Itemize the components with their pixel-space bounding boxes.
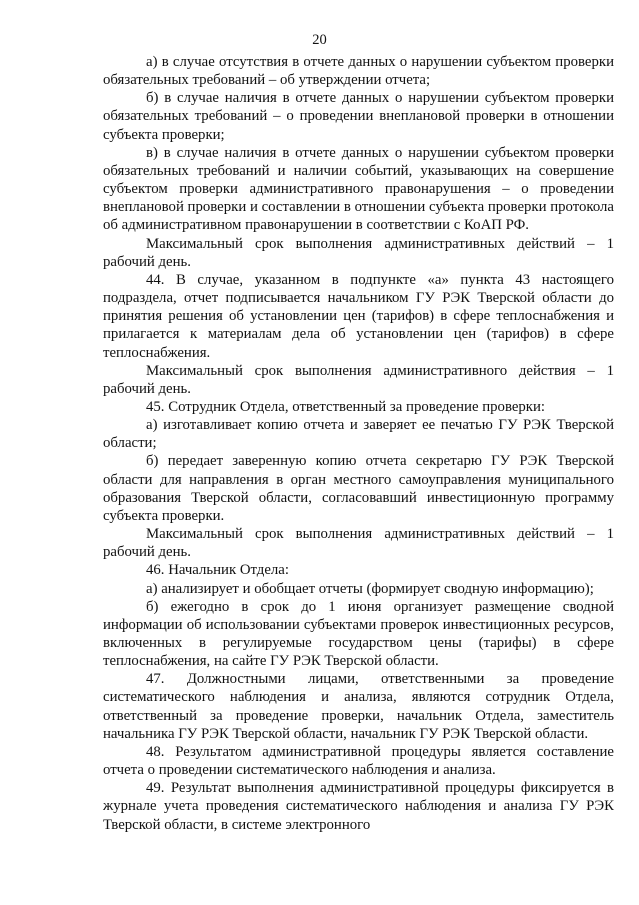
- paragraph-43b: б) в случае наличия в отчете данных о нарушении субъектом проверки обязательных требований – о проведении внеплановой проверки в отношении субъекта проверки;: [103, 90, 614, 143]
- paragraph-43v: в) в случае наличия в отчете данных о нарушении субъектом проверки обязательных требований и наличии событий, указывающих на совершение субъектом проверки административного правонарушения – о проведении внеплановой проверки и составлении в отношении субъекта проверки протокола об административном правонарушении в соответствии с КоАП РФ.: [103, 144, 615, 234]
- paragraph-46a: а) анализирует и обобщает отчеты (формирует сводную информацию);: [146, 580, 594, 597]
- paragraph-48: 48. Результатом административной процедуры является составление отчета о проведении систематического наблюдения и анализа.: [103, 743, 614, 779]
- paragraph-45: 45. Сотрудник Отдела, ответственный за проведение проверки:: [146, 398, 546, 415]
- paragraph-46b: б) ежегодно в срок до 1 июня организует размещение сводной информации об использовании субъектами проверок инвестиционных ресурсов, включенных в регулируемые государством цены (тарифы) в сфере теплоснабжения, на сайте ГУ РЭК Тверской области.: [103, 598, 614, 670]
- paragraph-45a: а) изготавливает копию отчета и заверяет ее печатью ГУ РЭК Тверской области;: [103, 417, 614, 452]
- paragraph-43a: а) в случае отсутствия в отчете данных о нарушении субъектом проверки обязательных требований – об утверждении отчета;: [103, 54, 614, 89]
- paragraph-45b: б) передает заверенную копию отчета секретарю ГУ РЭК Тверской области для направления в орган местного самоуправления муниципального образования Тверской области, согласовавший инвестиционную программу субъекта проверки.: [103, 453, 614, 524]
- paragraph-deadline-1: Максимальный срок выполнения административных действий – 1 рабочий день.: [103, 235, 614, 270]
- paragraph-47: 47. Должностными лицами, ответственными за проведение систематического наблюдения и анализа, являются сотрудник Отдела, ответственный за проведение проверки, начальник Отдела, заместитель начальника ГУ РЭК Тверской области, начальник ГУ РЭК Тверской области.: [103, 671, 614, 742]
- paragraph-deadline-3: Максимальный срок выполнения административных действий – 1 рабочий день.: [103, 526, 614, 561]
- page-number: 20: [312, 32, 327, 48]
- paragraph-49: 49. Результат выполнения административной процедуры фиксируется в журнале учета проведения систематического наблюдения и анализа ГУ РЭК Тверской области, в системе электронного: [103, 780, 614, 833]
- paragraph-44: 44. В случае, указанном в подпункте «а» пункта 43 настоящего подраздела, отчет подписывается начальником ГУ РЭК Тверской области до принятия решения об установлении цен (тарифов) в сфере теплоснабжения и прилагается к материалам дела об установлении цен (тарифов) в сфере теплоснабжения.: [103, 271, 614, 361]
- document-body: [103, 53, 614, 834]
- paragraph-deadline-2: Максимальный срок выполнения административного действия – 1 рабочий день.: [103, 362, 614, 397]
- paragraph-46: 46. Начальник Отдела:: [146, 562, 289, 579]
